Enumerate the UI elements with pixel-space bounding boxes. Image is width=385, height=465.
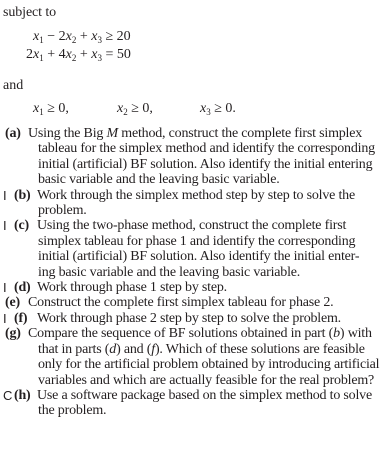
constraint-1: $x_1 - 2x_2 + x_3 \ge 20$ [33,29,131,45]
part-text-line: the problem. [38,403,107,419]
constraint-1-op2: + [76,29,92,44]
constraint-1-rhs: 20 [116,29,131,44]
part-label: (e) [5,295,20,311]
nonnegativity-constraints [33,101,236,117]
part-text-line: tableau for the simplex method and identify the corresponding [38,141,375,157]
part-label: (a) [5,126,21,141]
part-label: (h) [14,387,31,403]
part-label: (c) [14,218,29,234]
part-text-line: Use a software package based on the simplex method to solve [37,387,372,403]
part-text-line: Work through the simplex method step by step to solve the [37,187,355,203]
nonneg-x3: $x_3 \ge 0$. [200,101,236,117]
part-text-line: Construct the complete first simplex tableau for phase 2. [28,295,334,311]
constraint-1-sub1: 1 [39,35,44,45]
part-label: (d) [14,280,31,296]
constraint-2-relation: = [101,47,117,62]
constraint-2-sub3: 3 [97,53,102,63]
constraint-1-relation: ≥ [101,29,117,44]
part-text-line: Compare the sequence of BF solutions obtained in part (b) with [28,326,372,342]
part-marker: I [3,218,7,234]
constraint-1-op1: − 2 [43,29,66,44]
part-text-line: ing basic variable and the leaving basic variable. [38,264,301,280]
exercise-parts [0,126,385,419]
part-label: (g) [5,326,21,342]
exercise-part-d [0,280,385,295]
nonneg-x1: $x_1 \ge 0$, [33,101,69,117]
exercise-part-g [0,326,385,388]
part-text-line: simplex tableau for phase 1 and identify the corresponding [38,233,356,249]
part-text-line: Work through phase 1 step by step. [37,280,227,296]
constraint-1-sub3: 3 [97,35,102,45]
constraint-2-sub1: 1 [39,53,44,63]
part-marker: C [3,387,13,403]
constraint-2-op1: + 4 [43,47,66,62]
constraint-block [26,28,131,64]
part-marker: I [3,280,7,296]
part-text-line: problem. [38,203,87,219]
exercise-part-h [0,388,385,419]
and-label: and [3,78,24,93]
subject-to-label: subject to [3,5,57,20]
exercise-part-e [0,295,385,310]
part-label: (b) [14,187,31,203]
constraint-1-sub2: 2 [71,35,77,45]
part-text-line: Using the two-phase method, construct the complete first [37,218,347,234]
exercise-part-b [0,188,385,219]
part-text-line: only for the artificial problem obtained by introducing artificial [38,357,380,373]
exercise-part-c [0,218,385,280]
part-text-line: Work through phase 2 step by step to solve the problem. [37,310,341,326]
part-text-line: basic variable and the leaving basic variable. [38,172,280,188]
exercise-part-a [0,126,385,188]
part-text-line: initial (artificial) BF solution. Also identify the initial enter- [38,249,360,265]
constraint-2-rhs: 50 [116,47,131,62]
constraint-2: $2x_1 + 4x_2 + x_3 = 50$ [26,47,131,63]
part-marker: I [3,310,7,326]
part-marker: I [3,187,7,203]
part-text-line: Using the Big M method, construct the complete first simplex [28,126,363,141]
exercise-part-f [0,311,385,326]
constraint-2-op2: + [76,47,92,62]
part-text-line: initial (artificial) BF solution. Also identify the initial entering [38,156,373,172]
part-text-line: that in parts (d) and (f). Which of these solutions are feasible [38,341,365,357]
part-text-line: variables and which are actually feasible for the real problem? [38,372,375,388]
constraint-2-sub2: 2 [71,53,77,63]
part-label: (f) [14,310,28,326]
nonneg-x2: $x_2 \ge 0$, [117,101,153,117]
constraint-2-coef1: 2 [26,47,33,62]
